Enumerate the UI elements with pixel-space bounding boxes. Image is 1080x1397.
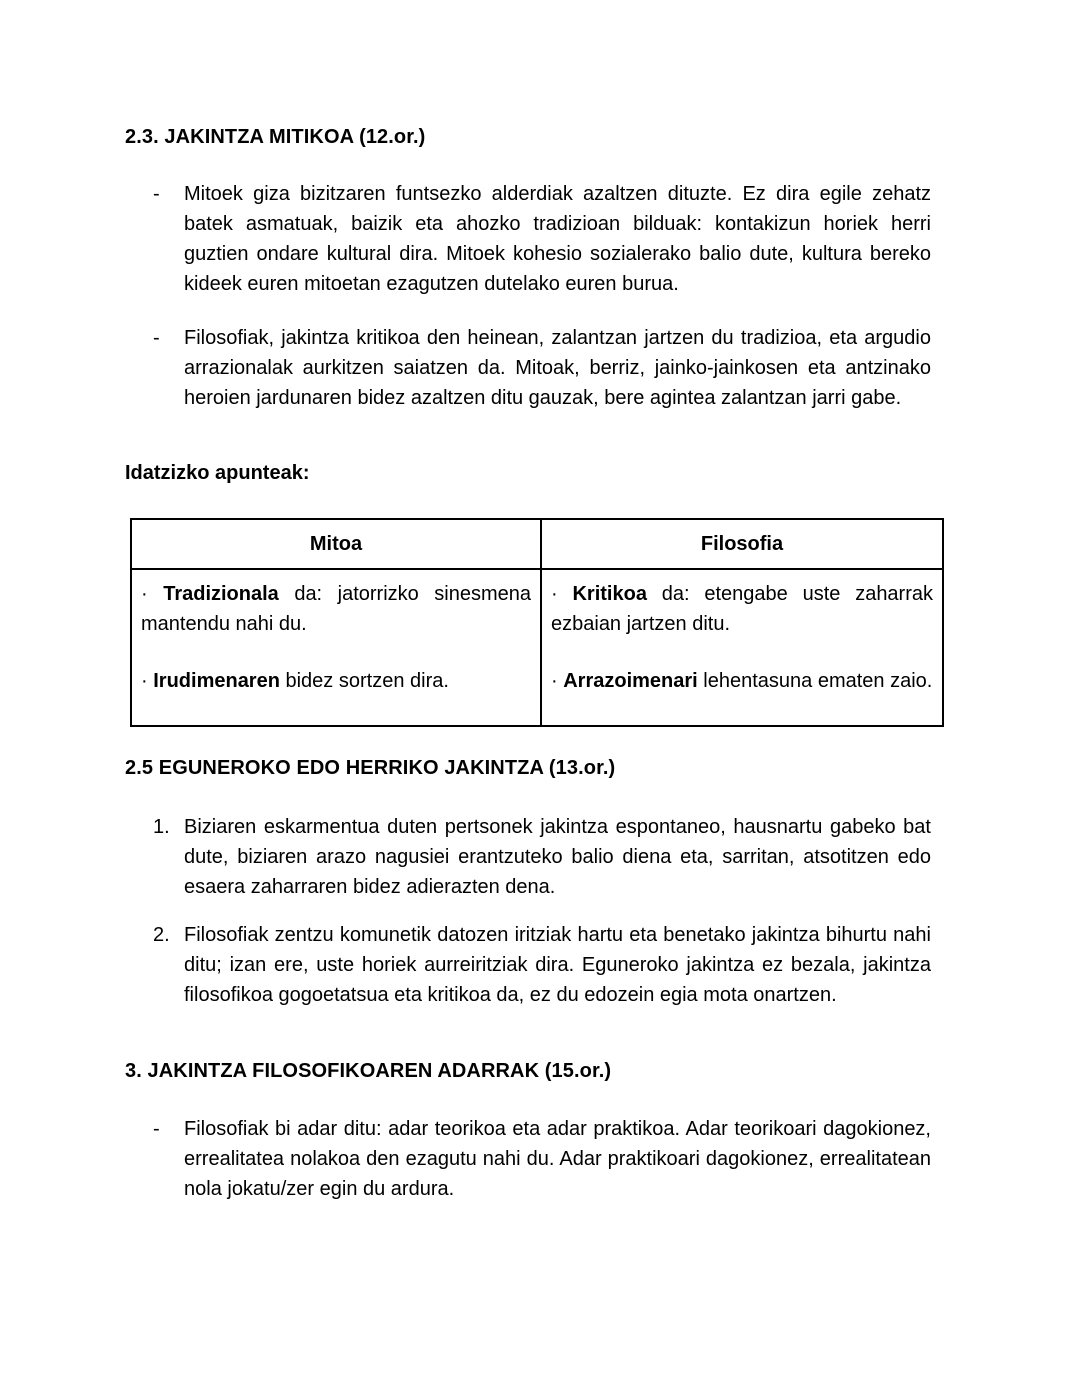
table-cell-filosofia — [541, 569, 943, 726]
table-cell-item — [551, 579, 933, 639]
section-heading-2-5: 2.5 EGUNEROKO EDO HERRIKO JAKINTZA (13.or.) — [125, 757, 616, 779]
table-row — [131, 569, 943, 726]
table-header-filosofia: Filosofia — [541, 519, 943, 569]
list-item — [153, 812, 931, 902]
bullet-marker: - — [153, 327, 160, 349]
table-cell-item — [141, 666, 531, 696]
paragraph-text: Filosofiak bi adar ditu: adar teorikoa eta adar praktikoa. Adar teorikoari dagokionez, errealitatea nolakoa den ezagutu nahi du. Adar praktikoari dagokionez, errealitatean nola jokatu/zer egin du ardura. — [184, 1118, 931, 1200]
ordered-marker: 2. — [153, 924, 170, 946]
paragraph-text: Filosofiak, jakintza kritikoa den heinean, zalantzan jartzen du tradizioa, eta argudio arrazionalak aurkitzen saiatzen da. Mitoak, berriz, jainko-jainkosen eta antzinako heroien jardunaren bidez azaltzen ditu gauzak, bere agintea zalantzan jarri gabe. — [184, 327, 931, 409]
section-heading-3: 3. JAKINTZA FILOSOFIKOAREN ADARRAK (15.or.) — [125, 1060, 612, 1082]
table-header-mitoa: Mitoa — [131, 519, 541, 569]
comparison-table — [130, 518, 944, 727]
table-cell-item — [551, 666, 933, 696]
paragraph-text: Filosofiak zentzu komunetik datozen iritziak hartu eta benetako jakintza bihurtu nahi ditu; izan ere, uste horiek aurreiritziak dira. Eguneroko jakintza ez bezala, jakintza filosofikoa gogoetatsua eta kritikoa da, ez du edozein egia mota onartzen. — [184, 924, 931, 1006]
table-item-keyword: Kritikoa — [572, 583, 647, 605]
middot-bullet: · — [551, 583, 558, 605]
middot-bullet: · — [551, 670, 558, 692]
table-cell-mitoa — [131, 569, 541, 726]
notes-label: Idatzizko apunteak: — [125, 462, 310, 484]
table-item-text: lehentasuna ematen zaio. — [697, 670, 933, 692]
bullet-marker: - — [153, 183, 160, 205]
section-heading-2-3: 2.3. JAKINTZA MITIKOA (12.or.) — [125, 126, 426, 148]
ordered-marker: 1. — [153, 816, 170, 838]
middot-bullet: · — [141, 670, 148, 692]
table-item-keyword: Tradizionala — [163, 583, 279, 605]
table-item-text: da: jatorrizko sinesmena mantendu nahi du. — [141, 583, 532, 635]
table-item-keyword: Arrazoimenari — [563, 670, 698, 692]
list-item — [153, 323, 931, 413]
table-header-row — [131, 519, 943, 569]
table-item-text: da: etengabe uste zaharrak ezbaian jartzen ditu. — [551, 583, 934, 635]
paragraph-text: Mitoek giza bizitzaren funtsezko alderdiak azaltzen dituzte. Ez dira egile zehatz batek asmatuak, baizik eta ahozko tradizioan bilduak: kontakizun horiek herri guztien ondare kultural dira. Mitoek kohesio sozialerako balio dute, kultura bereko kideek euren mitoetan ezagutzen dutelako euren burua. — [184, 183, 931, 295]
list-item — [153, 179, 931, 299]
table-cell-item — [141, 579, 531, 639]
list-item — [153, 1114, 931, 1204]
paragraph-text: Biziaren eskarmentua duten pertsonek jakintza espontaneo, hausnartu gabeko bat dute, biziaren arazo nagusiei erantzuteko balio diena eta, sarritan, atsotitzen edo esaera zaharraren bidez adierazten dena. — [184, 816, 931, 898]
middot-bullet: · — [141, 583, 148, 605]
table-item-text: bidez sortzen dira. — [279, 670, 449, 692]
list-item — [153, 920, 931, 1010]
table-item-keyword: Irudimenaren — [153, 670, 280, 692]
bullet-marker: - — [153, 1118, 160, 1140]
